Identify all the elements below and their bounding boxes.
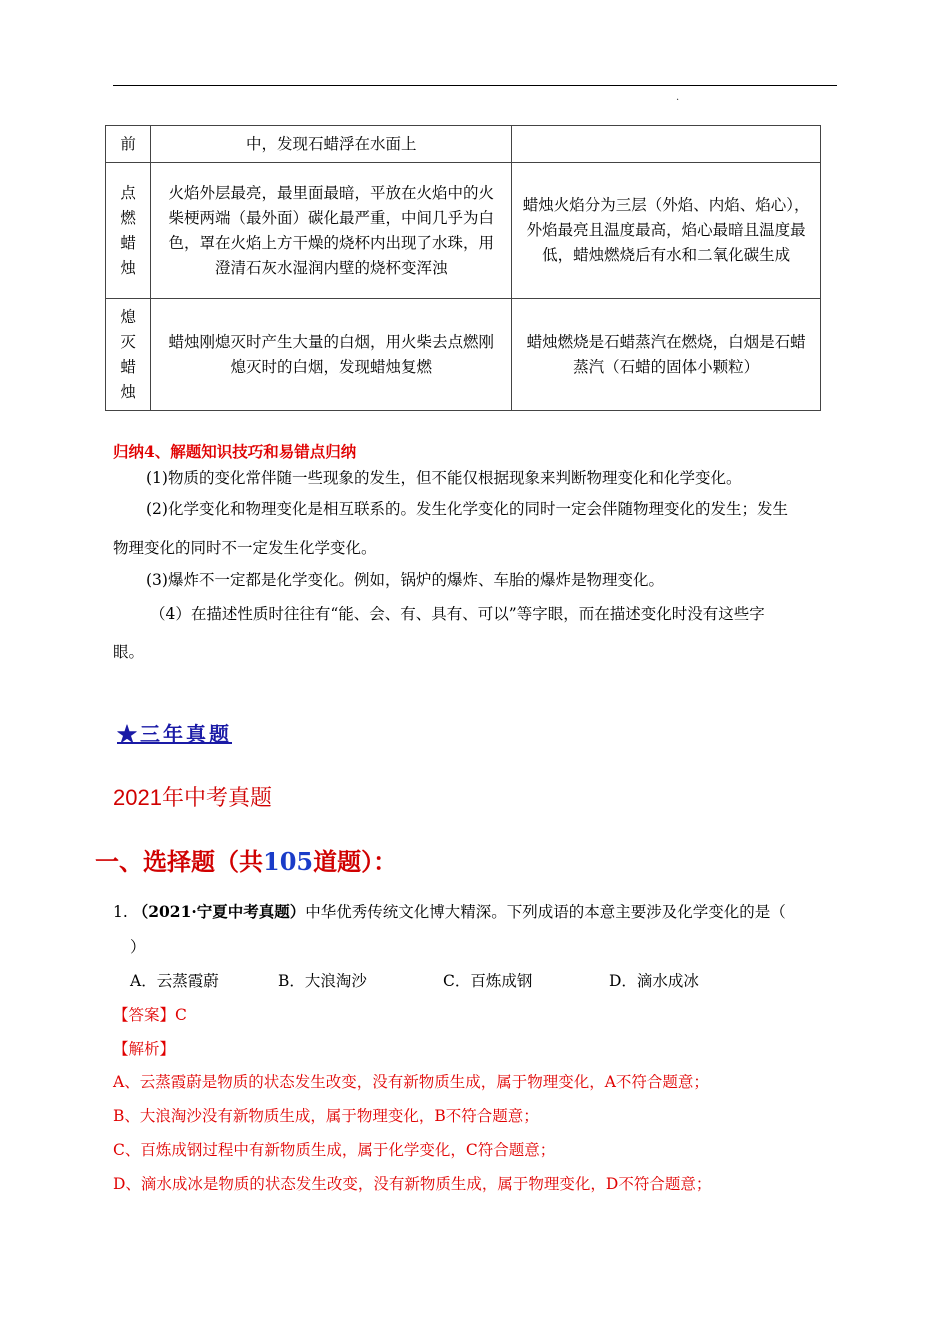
three-year-heading: ★三年真题 [117,722,232,746]
observation-cell: 中，发现石蜡浮在水面上 [151,126,512,163]
table-row [106,163,821,299]
section-heading [95,842,397,877]
question-number: 1. [113,903,128,921]
year-heading: 2021年中考真题 [113,785,272,810]
analysis-line-a: A、云蒸霞蔚是物质的状态发生改变，没有新物质生成，属于物理变化，A不符合题意； [113,1073,709,1091]
summary-point-2b: 物理变化的同时不一定发生化学变化。 [113,539,377,557]
option-c: C．百炼成钢 [443,972,533,990]
summary-point-4b: 眼。 [113,643,145,661]
header-dot: . [676,92,680,103]
experiment-table [105,125,821,411]
row-label: 点燃蜡烛 [106,163,151,299]
option-a: A．云蒸霞蔚 [130,972,219,990]
analysis-label: 【解析】 [113,1040,176,1058]
analysis-line-b: B、大浪淘沙没有新物质生成，属于物理变化，B不符合题意； [113,1107,539,1125]
analysis-line-d: D、滴水成冰是物质的状态发生改变，没有新物质生成，属于物理变化，D不符合题意； [113,1175,712,1193]
question-stem: 中华优秀传统文化博大精深。下列成语的本意主要涉及化学变化的是（ [305,903,786,921]
row-label: 熄灭蜡烛 [106,299,151,411]
question-count: 105 [263,847,314,876]
analysis-line-c: C、百炼成钢过程中有新物质生成，属于化学变化，C符合题意； [113,1141,556,1159]
section-suffix: 道题）： [313,847,398,876]
question-source: （2021·宁夏中考真题） [132,902,306,921]
conclusion-cell [512,126,821,163]
header-rule [113,85,837,86]
option-d: D．滴水成冰 [609,972,699,990]
conclusion-cell: 蜡烛火焰分为三层（外焰、内焰、焰心），外焰最亮且温度最高，焰心最暗且温度最低，蜡烛燃烧后有水和二氧化碳生成 [512,163,821,299]
conclusion-cell: 蜡烛燃烧是石蜡蒸汽在燃烧，白烟是石蜡蒸汽（石蜡的固体小颗粒） [512,299,821,411]
table-row [106,299,821,411]
observation-cell: 蜡烛刚熄灭时产生大量的白烟，用火柴去点燃刚熄灭时的白烟，发现蜡烛复燃 [151,299,512,411]
question-stem-line [113,901,786,923]
answer-line [113,1004,187,1026]
section-prefix: 一、选择题（共 [95,847,263,876]
option-b: B．大浪淘沙 [278,972,367,990]
question-stem-end: ） [130,938,146,956]
answer-label: 【答案】 [113,1006,176,1024]
observation-cell: 火焰外层最亮，最里面最暗，平放在火焰中的火柴梗两端（最外面）碳化最严重，中间几乎为白色，罩在火焰上方干燥的烧杯内出现了水珠，用澄清石灰水湿润内壁的烧杯变浑浊 [151,163,512,299]
table-row [106,126,821,163]
answer-value: C [175,1006,187,1024]
row-label: 前 [106,126,151,163]
summary-point-2a: (2)化学变化和物理变化是相互联系的。发生化学变化的同时一定会伴随物理变化的发生；发生 [146,500,788,518]
summary-point-1: (1)物质的变化常伴随一些现象的发生，但不能仅根据现象来判断物理变化和化学变化。 [146,469,742,487]
summary-point-4a: （4）在描述性质时往往有“能、会、有、具有、可以”等字眼，而在描述变化时没有这些字 [150,605,765,623]
summary-heading: 归纳4、解题知识技巧和易错点归纳 [113,442,357,461]
summary-point-3: (3)爆炸不一定都是化学变化。例如，锅炉的爆炸、车胎的爆炸是物理变化。 [146,571,664,589]
